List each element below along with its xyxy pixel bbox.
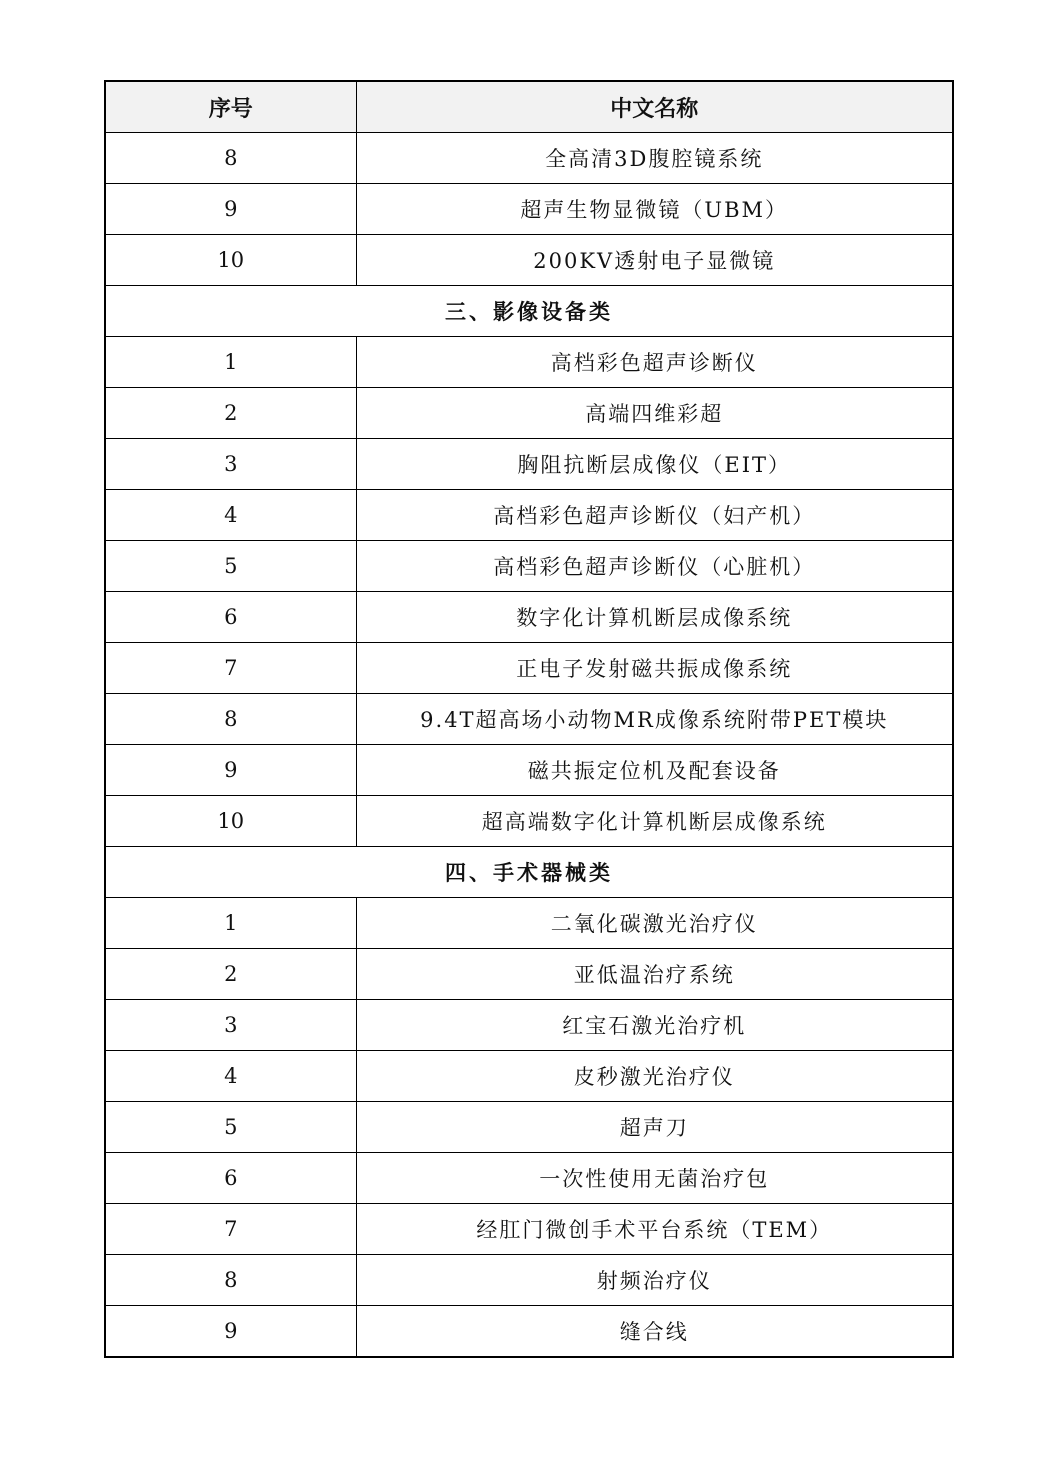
table-body	[105, 133, 953, 1358]
table-row	[105, 694, 953, 745]
row-name: 红宝石激光治疗机	[356, 1000, 953, 1051]
table-row	[105, 184, 953, 235]
row-name: 二氧化碳激光治疗仪	[356, 898, 953, 949]
row-index: 2	[105, 949, 356, 1000]
row-name: 全高清3D腹腔镜系统	[356, 133, 953, 184]
section-row	[105, 847, 953, 898]
row-name: 超声刀	[356, 1102, 953, 1153]
row-index: 9	[105, 745, 356, 796]
row-index: 10	[105, 796, 356, 847]
table-row	[105, 541, 953, 592]
table-row	[105, 1306, 953, 1358]
row-name: 高档彩色超声诊断仪（妇产机）	[356, 490, 953, 541]
table-row	[105, 796, 953, 847]
row-name: 一次性使用无菌治疗包	[356, 1153, 953, 1204]
table-row	[105, 388, 953, 439]
header-row	[105, 81, 953, 133]
section-title: 四、手术器械类	[105, 847, 953, 898]
row-name: 200KV透射电子显微镜	[356, 235, 953, 286]
header-index: 序号	[105, 81, 356, 133]
table-row	[105, 337, 953, 388]
row-name: 超声生物显微镜（UBM）	[356, 184, 953, 235]
table-row	[105, 1255, 953, 1306]
row-index: 8	[105, 1255, 356, 1306]
table-row	[105, 235, 953, 286]
section-row	[105, 286, 953, 337]
row-index: 6	[105, 1153, 356, 1204]
row-index: 4	[105, 1051, 356, 1102]
row-name: 皮秒激光治疗仪	[356, 1051, 953, 1102]
row-name: 正电子发射磁共振成像系统	[356, 643, 953, 694]
row-index: 4	[105, 490, 356, 541]
row-name: 数字化计算机断层成像系统	[356, 592, 953, 643]
table-row	[105, 1204, 953, 1255]
row-name: 经肛门微创手术平台系统（TEM）	[356, 1204, 953, 1255]
row-index: 7	[105, 1204, 356, 1255]
row-name: 高端四维彩超	[356, 388, 953, 439]
table-row	[105, 898, 953, 949]
row-index: 5	[105, 541, 356, 592]
table-row	[105, 745, 953, 796]
row-name: 9.4T超高场小动物MR成像系统附带PET模块	[356, 694, 953, 745]
row-index: 5	[105, 1102, 356, 1153]
row-name: 磁共振定位机及配套设备	[356, 745, 953, 796]
table-row	[105, 490, 953, 541]
row-index: 9	[105, 1306, 356, 1358]
table-row	[105, 133, 953, 184]
row-index: 2	[105, 388, 356, 439]
section-title: 三、影像设备类	[105, 286, 953, 337]
row-name: 超高端数字化计算机断层成像系统	[356, 796, 953, 847]
table-row	[105, 949, 953, 1000]
row-index: 3	[105, 1000, 356, 1051]
table-row	[105, 643, 953, 694]
table-row	[105, 1102, 953, 1153]
equipment-table	[104, 80, 954, 1358]
header-name: 中文名称	[356, 81, 953, 133]
row-name: 胸阻抗断层成像仪（EIT）	[356, 439, 953, 490]
row-index: 9	[105, 184, 356, 235]
table-row	[105, 1153, 953, 1204]
row-name: 高档彩色超声诊断仪	[356, 337, 953, 388]
row-name: 亚低温治疗系统	[356, 949, 953, 1000]
row-index: 10	[105, 235, 356, 286]
row-index: 1	[105, 337, 356, 388]
row-index: 1	[105, 898, 356, 949]
row-index: 6	[105, 592, 356, 643]
row-index: 8	[105, 694, 356, 745]
row-index: 3	[105, 439, 356, 490]
table-row	[105, 1000, 953, 1051]
table-row	[105, 592, 953, 643]
row-name: 缝合线	[356, 1306, 953, 1358]
table-row	[105, 1051, 953, 1102]
row-index: 8	[105, 133, 356, 184]
table-row	[105, 439, 953, 490]
row-name: 高档彩色超声诊断仪（心脏机）	[356, 541, 953, 592]
row-index: 7	[105, 643, 356, 694]
row-name: 射频治疗仪	[356, 1255, 953, 1306]
